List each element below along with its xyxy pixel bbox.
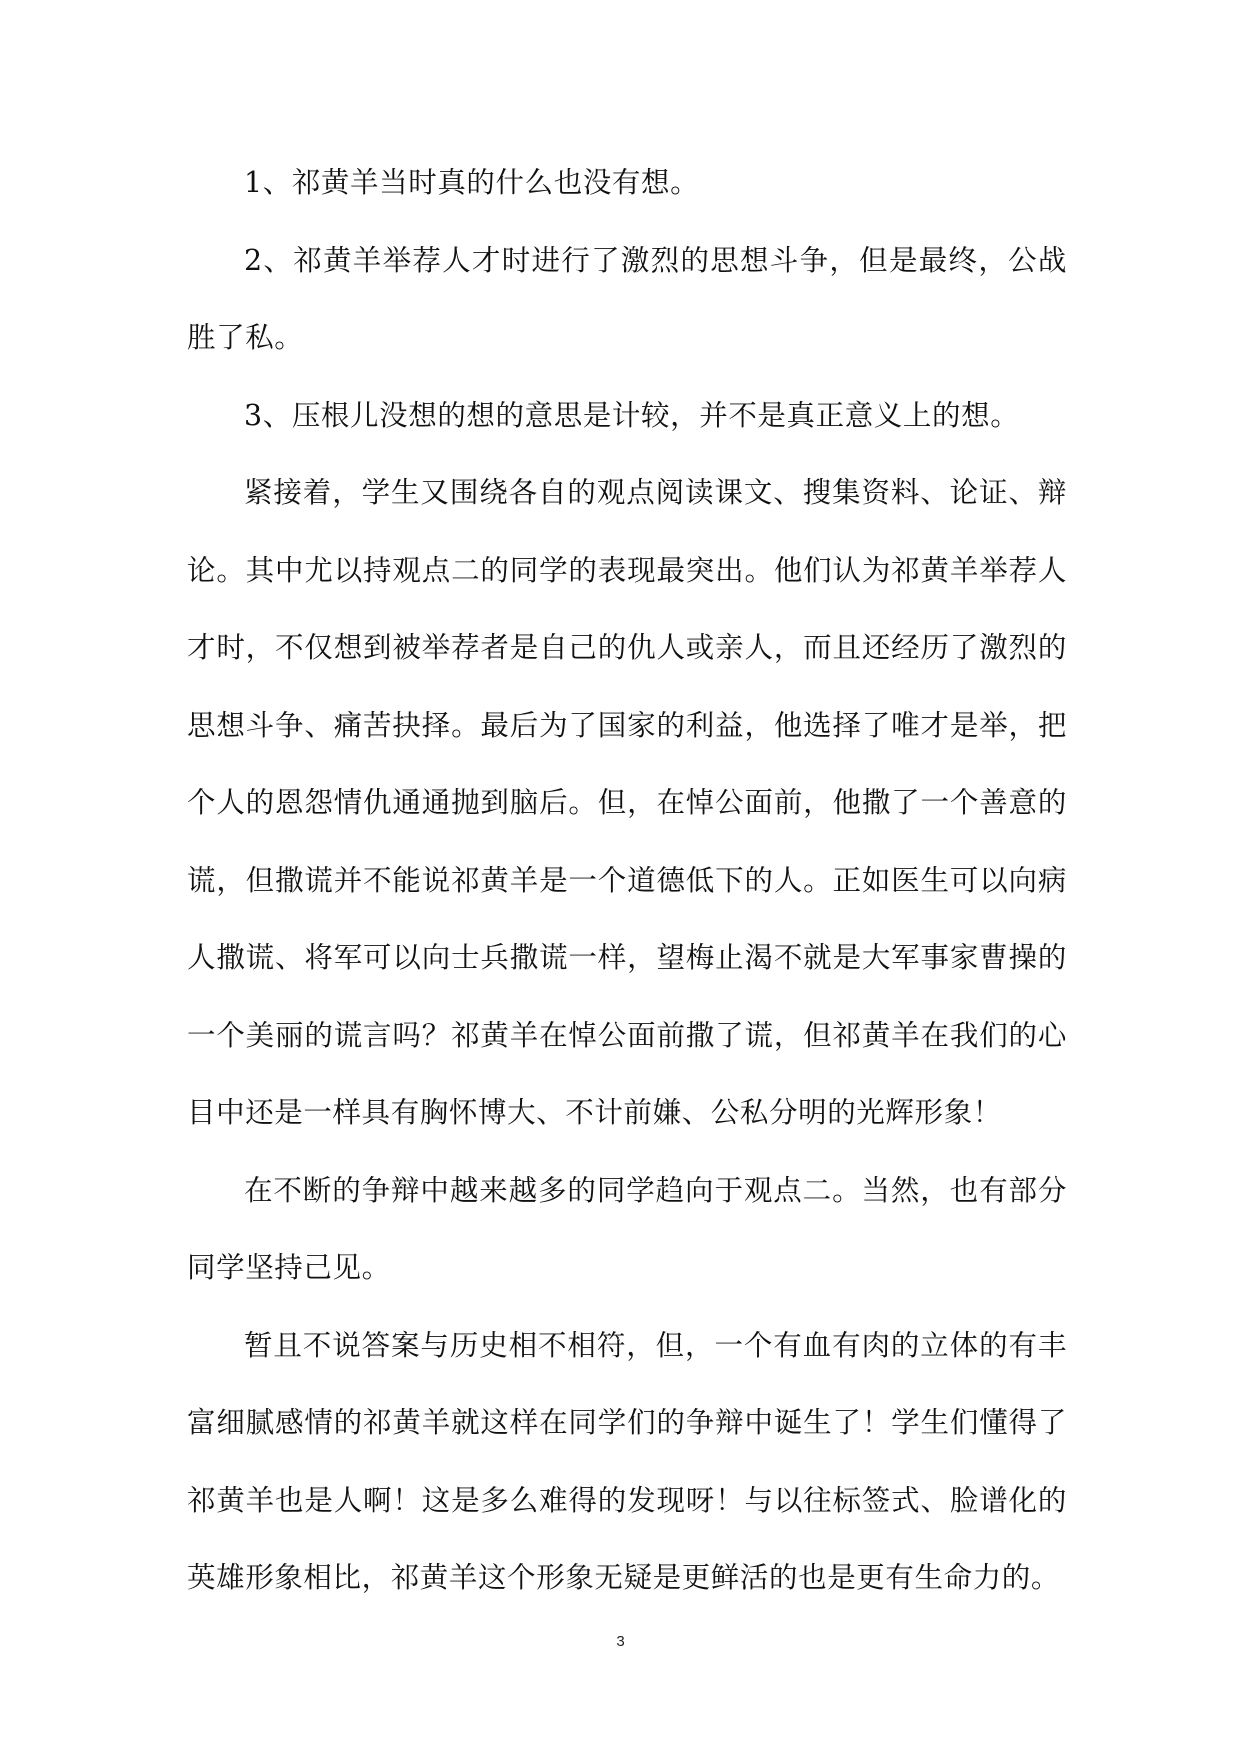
paragraph-discussion: 紧接着，学生又围绕各自的观点阅读课文、搜集资料、论证、辩论。其中尤以持观点二的同学的表现最突出。他们认为祁黄羊举荐人才时，不仅想到被举荐者是自己的仇人或亲人，而且还经历了激烈的思想斗争、痛苦抉择。最后为了国家的利益，他选择了唯才是举，把个人的恩怨情仇通通抛到脑后。但，在悼公面前，他撒了一个善意的谎，但撒谎并不能说祁黄羊是一个道德低下的人。正如医生可以向病人撒谎、将军可以向士兵撒谎一样，望梅止渴不就是大军事家曹操的一个美丽的谎言吗？祁黄羊在悼公面前撒了谎，但祁黄羊在我们的心目中还是一样具有胸怀博大、不计前嫌、公私分明的光辉形象！ — [187, 476, 1067, 1129]
page-number: 3 — [616, 1633, 625, 1650]
paragraph-viewpoint-3: 3、压根儿没想的想的意思是计较，并不是真正意义上的想。 — [244, 398, 1020, 432]
paragraph-conclusion: 暂且不说答案与历史相不相符，但，一个有血有肉的立体的有丰富细腻感情的祁黄羊就这样在同学们的争辩中诞生了！学生们懂得了祁黄羊也是人啊！这是多么难得的发现呀！与以往标签式、脸谱化的英雄形象相比，祁黄羊这个形象无疑是更鲜活的也是更有生命力的。 — [187, 1328, 1067, 1594]
paragraph-viewpoint-2: 2、祁黄羊举荐人才时进行了激烈的思想斗争，但是最终，公战胜了私。 — [187, 243, 1067, 354]
paragraph-viewpoint-1: 1、祁黄羊当时真的什么也没有想。 — [244, 166, 700, 199]
document-body — [187, 144, 1067, 1617]
paragraph-debate-result: 在不断的争辩中越来越多的同学趋向于观点二。当然，也有部分同学坚持己见。 — [187, 1173, 1067, 1284]
